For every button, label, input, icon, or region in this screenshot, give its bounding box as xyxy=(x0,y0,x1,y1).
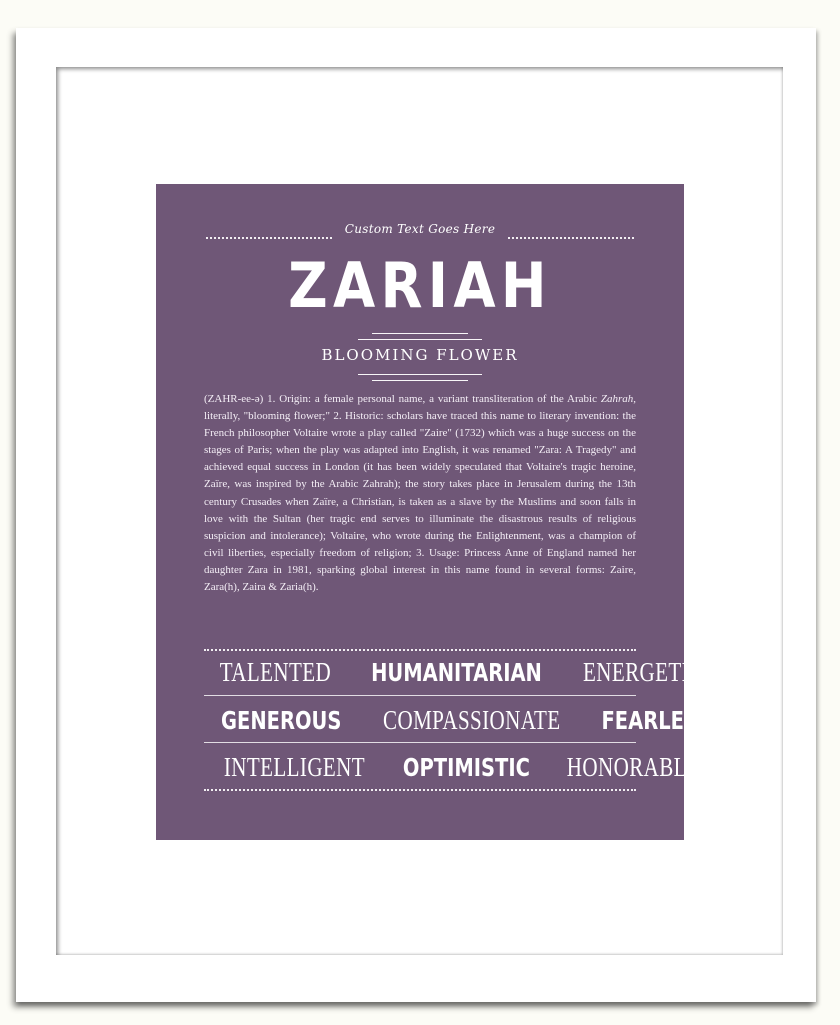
definition-italic-word: Zahrah xyxy=(600,393,634,405)
trait-row xyxy=(204,752,700,783)
rule-bottom-1 xyxy=(358,374,482,375)
name-meaning: BLOOMING FLOWER xyxy=(321,346,519,364)
trait-word: HONORABLE xyxy=(566,752,700,782)
trait-row xyxy=(204,705,712,736)
definition-text-part: , literally, "blooming flower;" 2. Historic: scholars have traced this name to literary invention: the French philosopher Voltaire wrote a play called "Zaire" (1732) which was a huge success on the stages of Paris; when the play was adapted into English, it was renamed "Zara: A Tragedy" and achieved equal success in London (it has been widely speculated that Voltaire's tragic heroine, Zaïre, was inspired by the Arabic Zahrah); the story takes place in Jerusalem during the 13th century Crusades when Zaïre, a Christian, is taken as a slave by the Muslims and soon falls in love with the Sultan (her tragic end serves to illuminate the disastrous results of religious suspicion and intolerance); Voltaire, who wrote during the Enlightenment, was a champion of civil liberties, especially freedom of religion; 3. Usage: Princess Anne of England named her daughter Zara in 1981, sparking global interest in this name found in several forms: Zaire, Zara(h), Zaira & Zaria(h). xyxy=(204,393,636,594)
dotted-divider-traits-bottom xyxy=(204,789,636,791)
definition-text-part: (ZAHR-ee-ə) 1. Origin: a female personal name, a variant transliteration of the Arabic xyxy=(204,393,601,405)
rule-top-2 xyxy=(358,339,482,340)
trait-word: TALENTED xyxy=(219,657,332,687)
dotted-divider-right xyxy=(508,237,634,239)
trait-row xyxy=(204,657,704,688)
trait-word: FEARLESS xyxy=(601,706,712,735)
rule-bottom-2 xyxy=(372,380,468,381)
trait-word: GENEROUS xyxy=(220,706,342,735)
name-title: ZARIAH xyxy=(288,249,552,322)
trait-word: OPTIMISTIC xyxy=(402,753,530,782)
trait-word: ENERGETIC xyxy=(582,657,704,687)
rule-top-1 xyxy=(372,333,468,334)
dotted-divider-left xyxy=(206,237,332,239)
name-definition xyxy=(204,391,636,596)
custom-text: Custom Text Goes Here xyxy=(344,222,496,236)
trait-divider xyxy=(204,695,636,696)
trait-divider xyxy=(204,742,636,743)
dotted-divider-traits-top xyxy=(204,649,636,651)
trait-word: INTELLIGENT xyxy=(223,752,366,782)
name-print-panel xyxy=(156,184,712,840)
trait-word: COMPASSIONATE xyxy=(383,705,561,735)
trait-word: HUMANITARIAN xyxy=(370,658,542,687)
